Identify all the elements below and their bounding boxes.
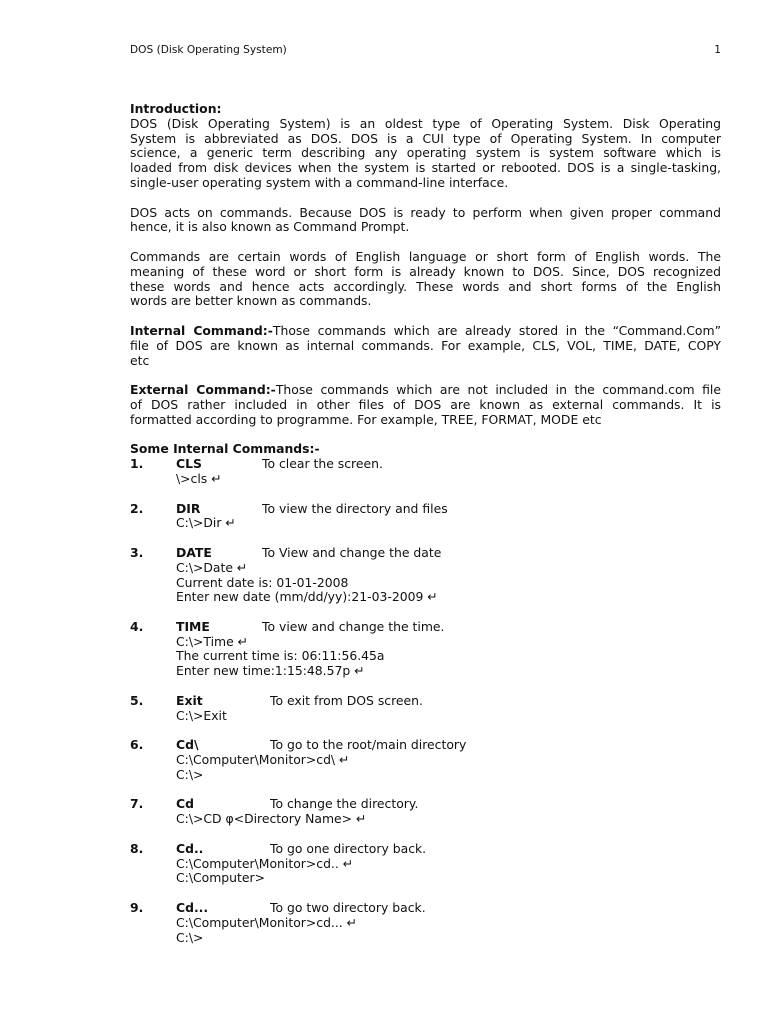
command-item-header xyxy=(130,842,721,857)
command-name: Cd\ xyxy=(176,737,199,753)
command-item-header xyxy=(130,457,721,472)
command-item-header xyxy=(130,797,721,812)
command-example-line: The current time is: 06:11:56.45a xyxy=(176,648,385,664)
command-example-line: C:\> xyxy=(176,929,204,945)
page-number: 1 xyxy=(714,44,721,56)
paragraph-line: these words and hence acts accordingly. These words and short forms of the English xyxy=(130,278,721,294)
command-example-line: C:\>Time ↵ xyxy=(176,633,249,649)
command-example-line: C:\Computer> xyxy=(176,870,265,886)
running-header-title: DOS (Disk Operating System) xyxy=(130,44,287,56)
command-example-line: Enter new time:1:15:48.57p ↵ xyxy=(176,663,365,679)
command-item-header xyxy=(130,502,721,517)
paragraph-line: DOS (Disk Operating System) is an oldest type of Operating System. Disk Operating xyxy=(130,115,721,131)
definition-line xyxy=(130,383,721,398)
command-description: To change the directory. xyxy=(270,796,419,812)
paragraph-line: science, a generic term describing any operating system is system software which is xyxy=(130,145,721,161)
command-item-header xyxy=(130,738,721,753)
command-example-line: \>cls ↵ xyxy=(176,470,222,486)
command-example-line: Current date is: 01-01-2008 xyxy=(176,574,349,590)
running-header xyxy=(130,43,721,57)
definition-line xyxy=(130,324,721,339)
definition-text: Those commands which are already stored in the “Command.Com” xyxy=(272,322,721,338)
command-name: CLS xyxy=(176,456,202,472)
command-description: To go two directory back. xyxy=(270,900,426,916)
paragraph-line: meaning of these word or short form is already known to DOS. Since, DOS recognized xyxy=(130,263,721,279)
paragraph-line: Commands are certain words of English language or short form of English words. The xyxy=(130,248,721,264)
command-list-item-cd xyxy=(130,797,721,827)
command-example-line: C:\Computer\Monitor>cd.. ↵ xyxy=(176,855,354,871)
command-item-header xyxy=(130,694,721,709)
command-example-line: C:\>Dir ↵ xyxy=(176,515,236,531)
introduction-section xyxy=(130,102,721,191)
paragraph-line: loaded from disk devices when the system is started or rebooted. DOS is a single-tasking, xyxy=(130,160,721,176)
command-example-line: Enter new date (mm/dd/yy):21-03-2009 ↵ xyxy=(176,589,438,605)
paragraph-line: words are better known as commands. xyxy=(130,293,372,309)
command-name: TIME xyxy=(176,618,210,634)
command-list-item-cd-back-one xyxy=(130,842,721,886)
command-description: To clear the screen. xyxy=(262,456,383,472)
command-example-line: C:\Computer\Monitor>cd... ↵ xyxy=(176,914,358,930)
command-name: Cd.. xyxy=(176,840,204,856)
paragraph-line: hence, it is also known as Command Prompt. xyxy=(130,219,410,235)
command-item-header xyxy=(130,620,721,635)
command-list-item-time xyxy=(130,620,721,679)
command-name: Cd... xyxy=(176,900,209,916)
command-description: To exit from DOS screen. xyxy=(270,692,423,708)
command-description: To view and change the time. xyxy=(262,618,445,634)
item-number: 8. xyxy=(130,840,144,856)
command-name: DATE xyxy=(176,544,212,560)
definition-line: etc xyxy=(130,352,150,368)
paragraph-line: DOS acts on commands. Because DOS is ready to perform when given proper command xyxy=(130,204,721,220)
commands-paragraph xyxy=(130,250,721,309)
command-list-item-cls xyxy=(130,457,721,487)
command-description: To go one directory back. xyxy=(270,840,427,856)
definition-line: of DOS rather included in other files of DOS are known as external commands. It is xyxy=(130,396,721,412)
definition-line: formatted according to programme. For example, TREE, FORMAT, MODE etc xyxy=(130,411,602,427)
command-item-header xyxy=(130,901,721,916)
internal-commands-list xyxy=(130,442,721,945)
command-list-item-dir xyxy=(130,502,721,532)
page-body xyxy=(130,102,721,945)
definition-text: Those commands which are not included in the command.com file xyxy=(275,382,721,398)
command-list-item-cd-back-two xyxy=(130,901,721,945)
command-description: To view the directory and files xyxy=(262,500,448,516)
definition-term-external: External Command:- xyxy=(130,382,276,398)
item-number: 7. xyxy=(130,796,144,812)
definition-term-internal: Internal Command:- xyxy=(130,322,273,338)
command-description: To View and change the date xyxy=(262,544,442,560)
definition-line: file of DOS are known as internal commands. For example, CLS, VOL, TIME, DATE, COPY xyxy=(130,337,721,353)
command-item-header xyxy=(130,546,721,561)
command-list-item-date xyxy=(130,546,721,605)
paragraph-line: single-user operating system with a command-line interface. xyxy=(130,174,509,190)
command-name: DIR xyxy=(176,500,201,516)
command-name: Cd xyxy=(176,796,194,812)
item-number: 5. xyxy=(130,692,144,708)
command-list-item-exit xyxy=(130,694,721,724)
command-example-line: C:\> xyxy=(176,766,204,782)
command-list-item-cd-root xyxy=(130,738,721,782)
item-number: 4. xyxy=(130,618,144,634)
internal-command-definition xyxy=(130,324,721,368)
command-prompt-paragraph xyxy=(130,206,721,236)
paragraph-line: System is abbreviated as DOS. DOS is a CUI type of Operating System. In computer xyxy=(130,130,721,146)
item-number: 1. xyxy=(130,456,144,472)
command-description: To go to the root/main directory xyxy=(270,737,467,753)
command-example-line: C:\>CD φ<Directory Name> ↵ xyxy=(176,811,367,827)
section-heading-introduction: Introduction: xyxy=(130,101,222,116)
item-number: 3. xyxy=(130,544,144,560)
command-example-line: C:\>Date ↵ xyxy=(176,559,248,575)
command-example-line: C:\Computer\Monitor>cd\ ↵ xyxy=(176,752,350,768)
item-number: 2. xyxy=(130,500,144,516)
external-command-definition xyxy=(130,383,721,427)
command-name: Exit xyxy=(176,692,203,708)
item-number: 9. xyxy=(130,900,144,916)
item-number: 6. xyxy=(130,737,144,753)
list-heading: Some Internal Commands:- xyxy=(130,441,320,457)
command-example-line: C:\>Exit xyxy=(176,707,227,723)
